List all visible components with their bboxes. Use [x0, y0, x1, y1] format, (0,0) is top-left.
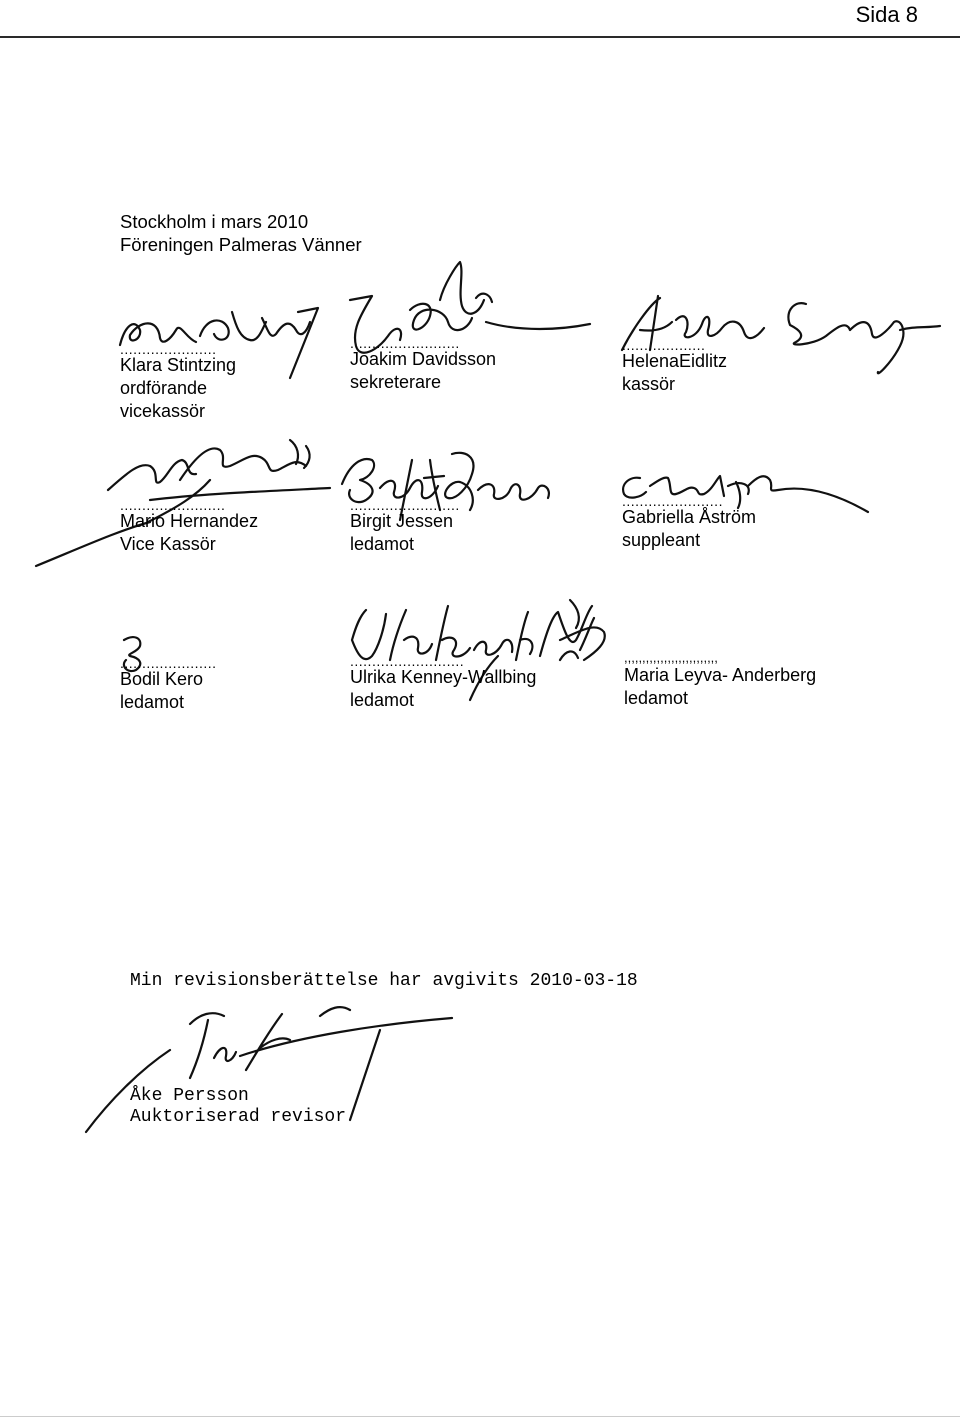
- signatory-maria-leyva-anderberg: [624, 652, 816, 710]
- signature-dotted-line: .......................: [622, 496, 723, 506]
- signatory-name: Klara Stintzing: [120, 355, 237, 375]
- signatory-name: Ulrika Kenney-Wallbing: [350, 667, 537, 687]
- signatory-role: Vice Kassör: [120, 534, 216, 554]
- signatory-helena-eidlitz: [622, 340, 727, 396]
- place-date: Stockholm i mars 2010: [120, 211, 309, 232]
- auditor-title: Auktoriserad revisor: [130, 1107, 347, 1127]
- signatory-joakim-davidsson: [350, 338, 496, 394]
- signatory-klara-stintzing: [120, 344, 236, 423]
- signatory-mario-hernandez: [120, 500, 258, 556]
- signatory-role: ledamot: [120, 692, 185, 712]
- signature-dotted-line: ..........................: [350, 656, 465, 666]
- signatory-name: HelenaEidlitz: [622, 351, 728, 371]
- signature-dotted-line: ......................: [120, 344, 217, 354]
- signatory-bodil-kero: [120, 658, 217, 714]
- signatory-role: ledamot: [350, 534, 415, 554]
- signatory-name: Joakim Davidsson: [350, 349, 497, 369]
- signatory-role: ordförande: [120, 378, 208, 398]
- bottom-divider: [0, 1416, 960, 1417]
- document-intro: [120, 210, 362, 256]
- signatory-name: Maria Leyva- Anderberg: [624, 665, 817, 685]
- signatory-name: Mario Hernandez: [120, 511, 259, 531]
- signatory-name: Bodil Kero: [120, 669, 204, 689]
- page-header: [0, 0, 960, 38]
- signatory-name: Gabriella Åström: [622, 507, 757, 527]
- auditor-block: [130, 1086, 346, 1128]
- signatory-birgit-jessen: [350, 500, 460, 556]
- signatory-role: vicekassör: [120, 401, 206, 421]
- signatory-role: ledamot: [624, 688, 689, 708]
- auditor-name: Åke Persson: [130, 1086, 249, 1106]
- signatory-role: kassör: [622, 374, 676, 394]
- signature-dotted-line: ...................: [622, 340, 706, 350]
- header-divider: [0, 36, 960, 38]
- signatory-ulrika-kenney-wallbing: [350, 656, 536, 712]
- organization-name: Föreningen Palmeras Vänner: [120, 234, 362, 255]
- signature-dotted-line: ......................: [120, 658, 217, 668]
- signatory-gabriella-astrom: [622, 496, 756, 552]
- signature-comma-line: ,,,,,,,,,,,,,,,,,,,,,,,,,,: [624, 650, 718, 665]
- signatory-role: sekreterare: [350, 372, 442, 392]
- signatory-role: suppleant: [622, 530, 701, 550]
- signatory-name: Birgit Jessen: [350, 511, 454, 531]
- page-number: Sida 8: [855, 2, 918, 27]
- signature-dotted-line: .........................: [350, 338, 460, 348]
- signature-dotted-line: ........................: [120, 500, 226, 510]
- signature-dotted-line: .........................: [350, 500, 460, 510]
- revision-statement: Min revisionsberättelse har avgivits 2010-03-18: [130, 971, 638, 991]
- signatory-role: ledamot: [350, 690, 415, 710]
